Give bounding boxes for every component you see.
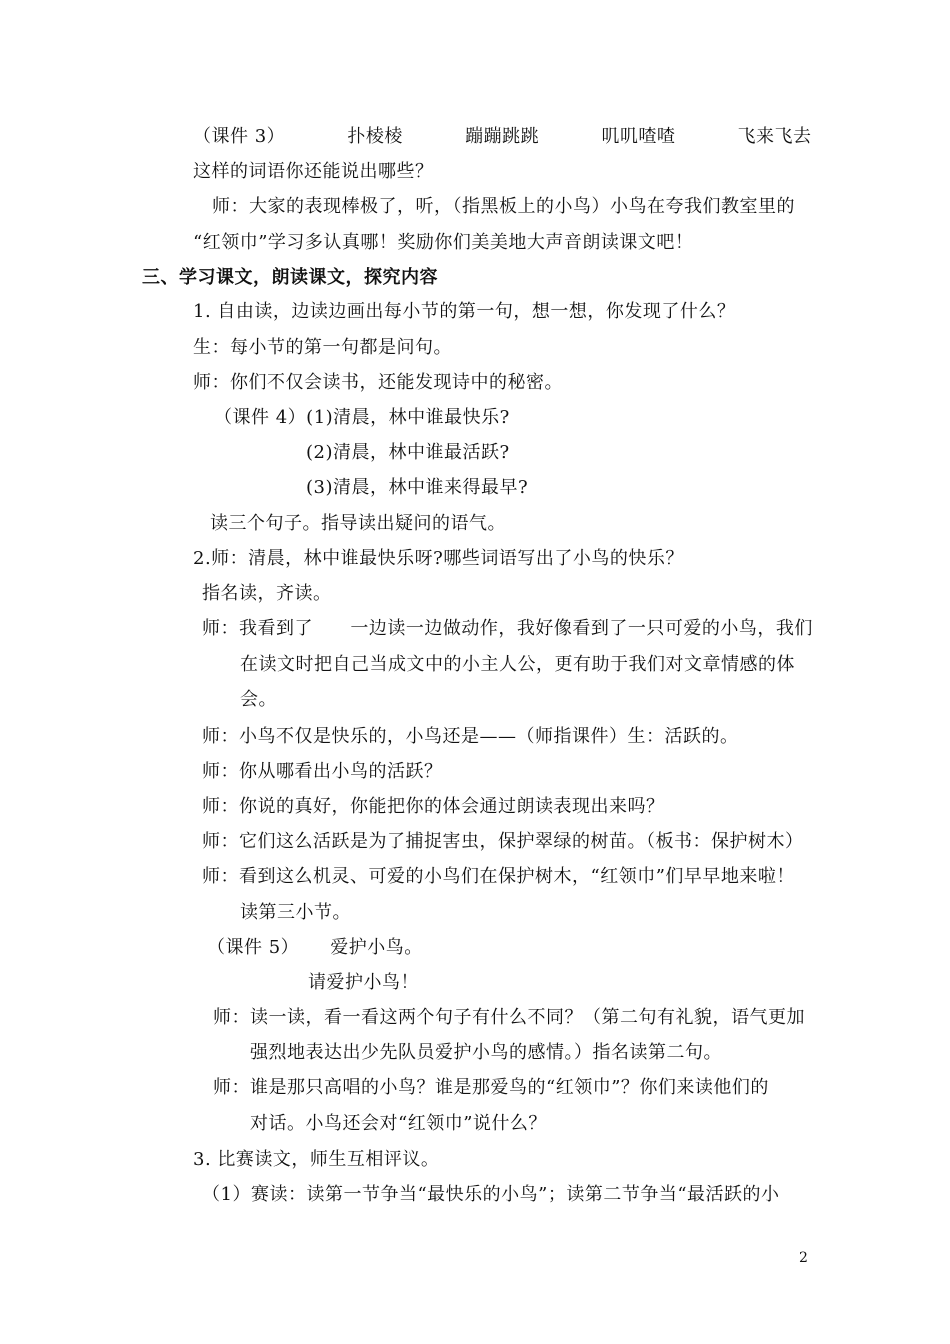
text-line: 读三个句子。指导读出疑问的语气。 [210,513,506,534]
text-line: （1）赛读：读第一节争当“最快乐的小鸟”；读第二节争当“最活跃的小 [202,1184,780,1205]
page-number: 2 [799,1250,808,1266]
text-line: (3)清晨，林中谁来得最早? [306,477,529,498]
text-line: “红领巾”学习多认真哪！奖励你们美美地大声音朗读课文吧！ [193,232,694,253]
text-line: 生：每小节的第一句都是问句。 [193,337,452,358]
text-line: 这样的词语你还能说出哪些？ [193,161,434,182]
text-line: 指名读，齐读。 [202,583,332,604]
text-line: 师：看到这么机灵、可爱的小鸟们在保护树木，“红领巾”们早早地来啦！ [202,866,795,887]
text-line: 师：你从哪看出小鸟的活跃？ [202,761,443,782]
text-line: 师：它们这么活跃是为了捕捉害虫，保护翠绿的树苗。（板书：保护树木） [202,831,804,852]
text-line: 2.师：清晨，林中谁最快乐呀?哪些词语写出了小鸟的快乐？ [193,548,684,569]
text-line: 3. 比赛读文，师生互相评议。 [193,1149,440,1170]
text-line: 读第三小节。 [240,902,351,923]
text-line: 师：谁是那只高唱的小鸟？谁是那爱鸟的“红领巾”？你们来读他们的 [213,1077,769,1098]
text-line: 师：小鸟不仅是快乐的，小鸟还是——（师指课件）生：活跃的。 [202,726,739,747]
courseware-3-words-line: （课件 3） 扑棱棱 蹦蹦跳跳 叽叽喳喳 飞来飞去 [193,126,812,147]
text-line: 请爱护小鸟！ [308,972,419,993]
text-line: 在读文时把自己当成文中的小主人公，更有助于我们对文章情感的体 [240,654,795,675]
courseware-5-line: （课件 5） 爱护小鸟。 [207,937,423,958]
text-line: 强烈地表达出少先队员爱护小鸟的感情。）指名读第二句。 [250,1042,722,1063]
text-line: 师：你们不仅会读书，还能发现诗中的秘密。 [193,372,563,393]
text-line: 会。 [240,689,277,710]
courseware-4-line: （课件 4）(1)清晨，林中谁最快乐? [214,407,510,428]
text-line: 师：你说的真好，你能把你的体会通过朗读表现出来吗？ [202,796,665,817]
text-line: 师：大家的表现棒极了，听，（指黑板上的小鸟）小鸟在夸我们教室里的 [212,196,795,217]
text-line: 对话。小鸟还会对“红领巾”说什么？ [250,1113,547,1134]
text-line: (2)清晨，林中谁最活跃? [306,442,510,463]
text-line: 师：我看到了 一边读一边做动作，我好像看到了一只可爱的小鸟，我们 [202,618,813,639]
text-line: 师：读一读，看一看这两个句子有什么不同？（第二句有礼貌，语气更加 [213,1007,805,1028]
text-line: 1. 自由读，边读边画出每小节的第一句，想一想，你发现了什么？ [193,301,736,322]
section-heading: 三、学习课文，朗读课文，探究内容 [142,267,438,288]
